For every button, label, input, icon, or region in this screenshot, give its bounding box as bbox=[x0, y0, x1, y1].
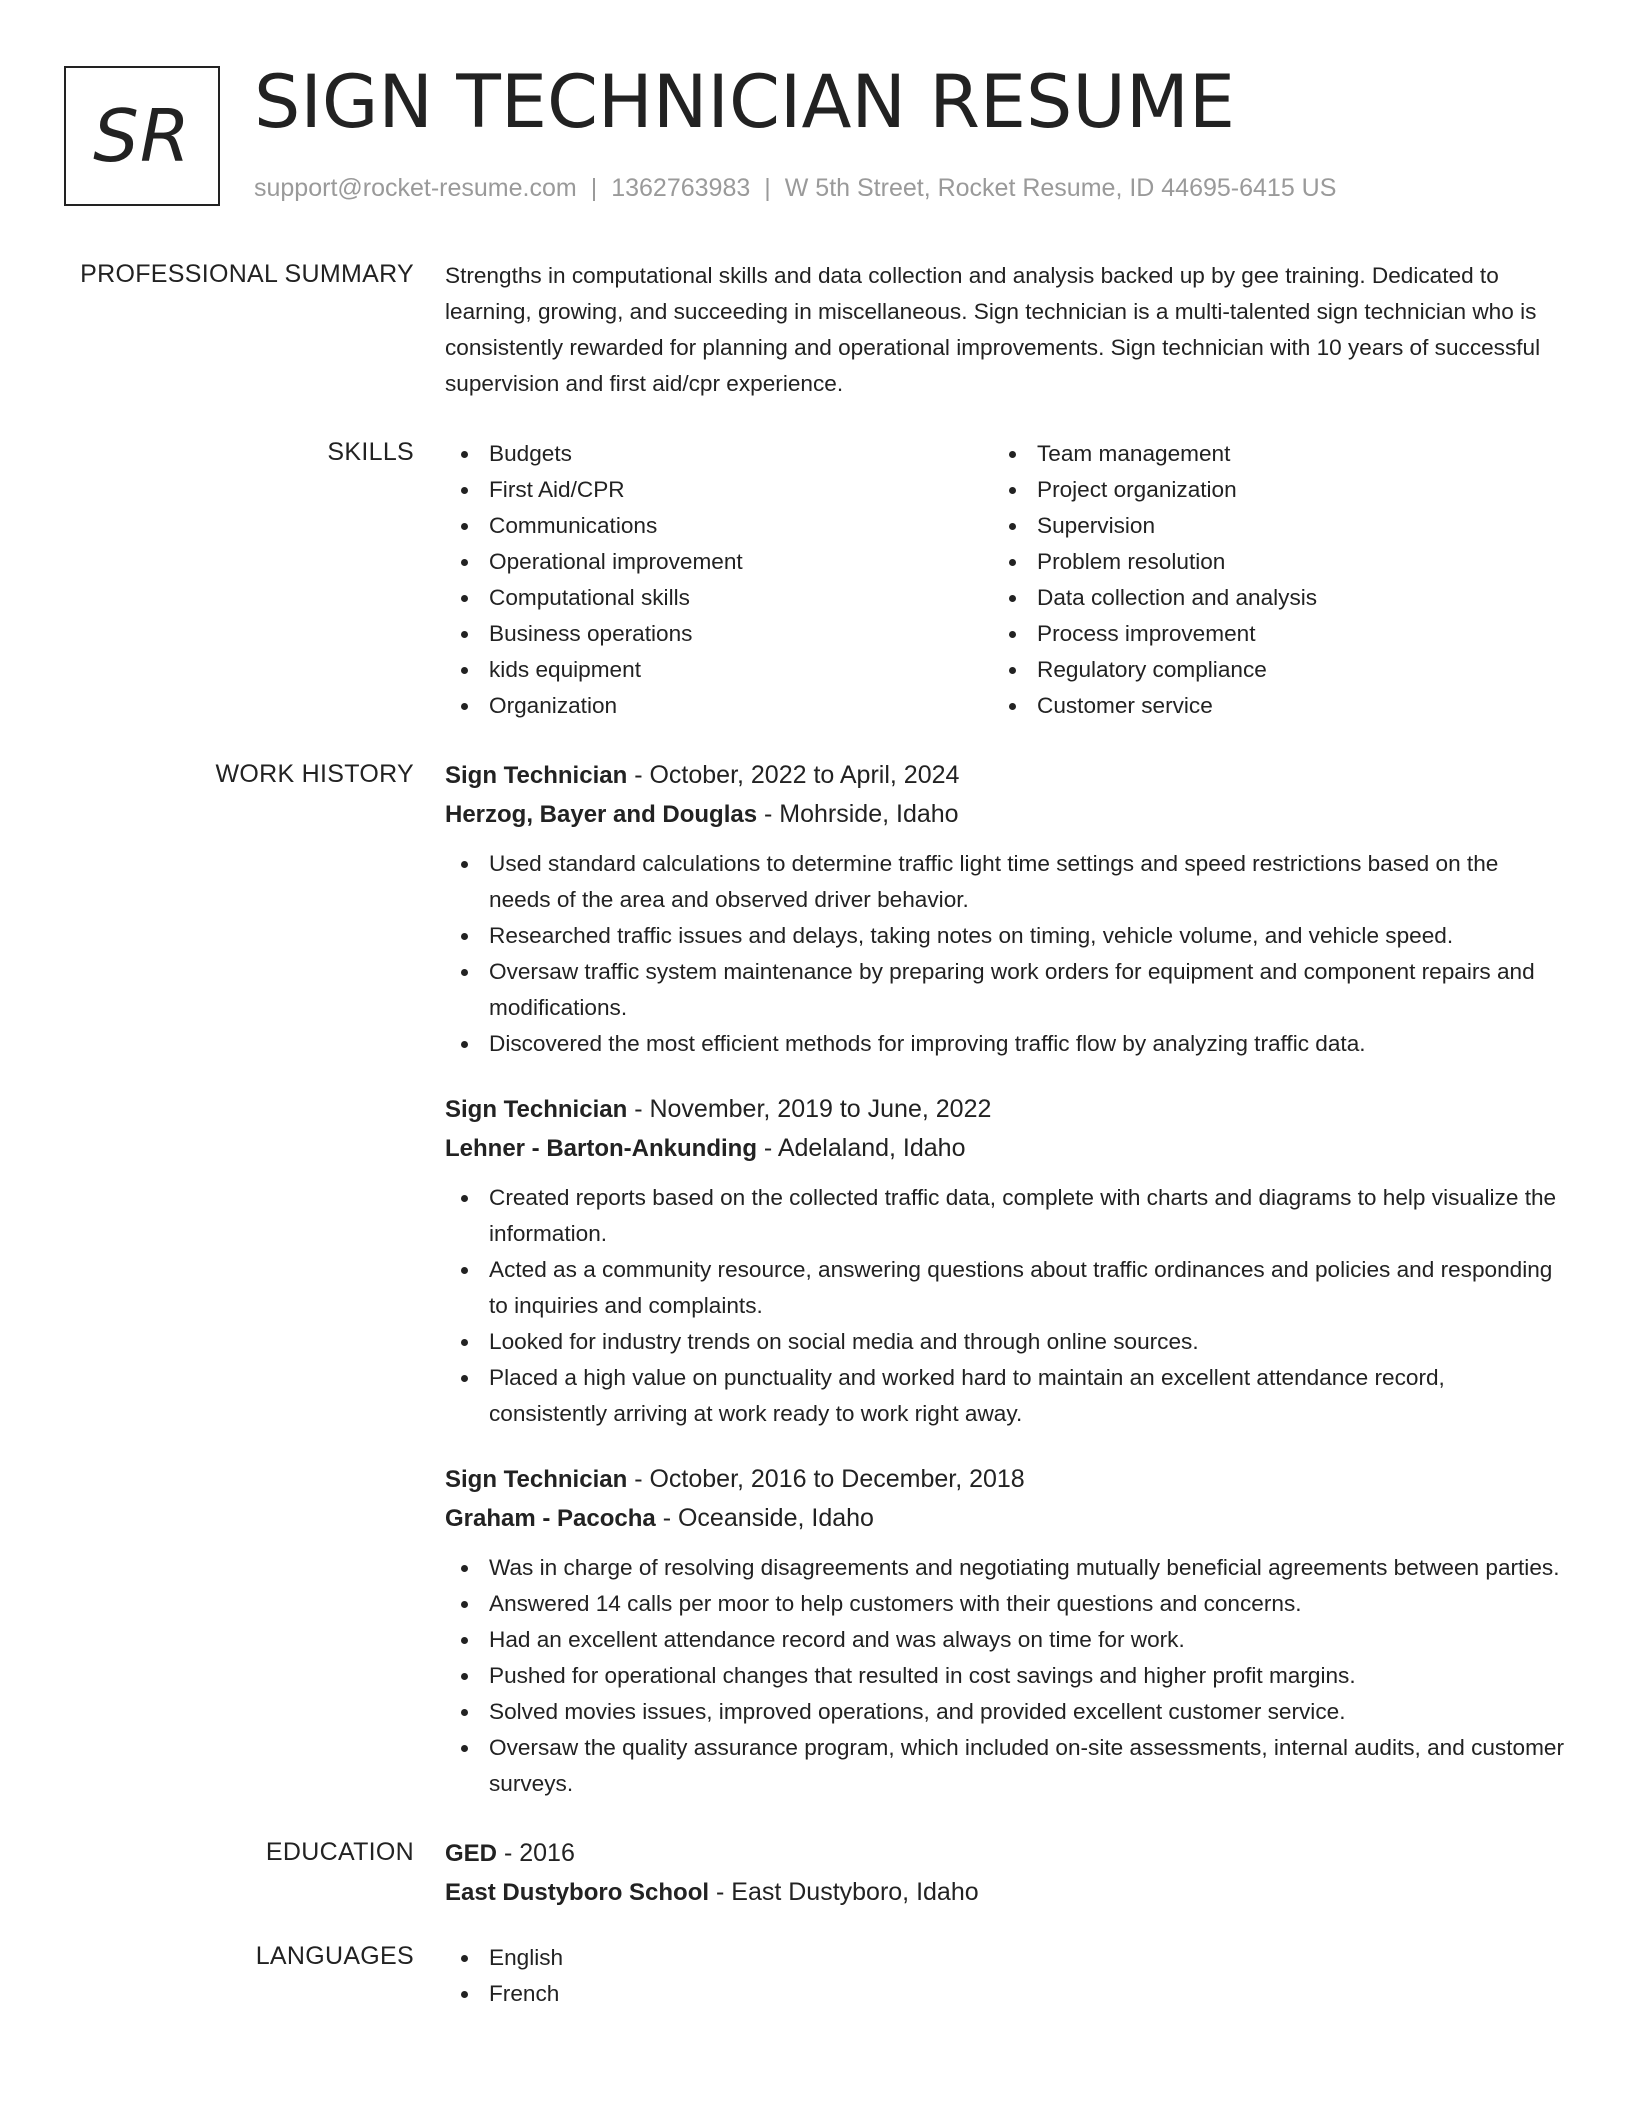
job-dates: - October, 2022 to April, 2024 bbox=[627, 761, 960, 789]
job-duty: Researched traffic issues and delays, taking notes on timing, vehicle volume, and vehicle speed. bbox=[445, 918, 1565, 954]
languages-list bbox=[445, 1940, 1565, 2012]
section-label-summary: PROFESSIONAL SUMMARY bbox=[80, 260, 414, 288]
skills-list-left bbox=[445, 436, 993, 724]
job-title-line bbox=[445, 1090, 1565, 1129]
job-dates: - October, 2016 to December, 2018 bbox=[627, 1465, 1025, 1493]
skill-item: Project organization bbox=[993, 472, 1541, 508]
contact-separator: | bbox=[764, 174, 771, 202]
skills-body bbox=[445, 436, 1565, 724]
job-company: Lehner - Barton-Ankunding bbox=[445, 1135, 757, 1162]
job-duties-list bbox=[445, 846, 1565, 1062]
language-item: French bbox=[445, 1976, 1565, 2012]
job-company-line bbox=[445, 1129, 1565, 1168]
job-duty: Solved movies issues, improved operations, and provided excellent customer service. bbox=[445, 1694, 1565, 1730]
job-entry bbox=[445, 756, 1565, 1062]
summary-section bbox=[0, 258, 1632, 402]
job-location: - Adelaland, Idaho bbox=[756, 1134, 966, 1162]
job-location: - Oceanside, Idaho bbox=[655, 1504, 874, 1532]
job-duty: Oversaw traffic system maintenance by preparing work orders for equipment and component repairs and modifications. bbox=[445, 954, 1565, 1026]
skills-section bbox=[0, 436, 1632, 724]
job-duty: Used standard calculations to determine traffic light time settings and speed restrictions based on the needs of the area and observed driver behavior. bbox=[445, 846, 1565, 918]
skill-item: Communications bbox=[445, 508, 993, 544]
job-company: Herzog, Bayer and Douglas bbox=[445, 801, 758, 828]
skills-list-right bbox=[993, 436, 1541, 724]
job-title-line bbox=[445, 756, 1565, 795]
skill-item: Computational skills bbox=[445, 580, 993, 616]
skill-item: Problem resolution bbox=[993, 544, 1541, 580]
skills-columns bbox=[445, 436, 1565, 724]
contact-separator: | bbox=[590, 174, 598, 202]
contact-address: W 5th Street, Rocket Resume, ID 44695-6415 US bbox=[784, 174, 1337, 202]
skill-item: First Aid/CPR bbox=[445, 472, 993, 508]
education-degree-line bbox=[445, 1834, 1565, 1873]
education-section bbox=[0, 1834, 1632, 1912]
education-year: - 2016 bbox=[497, 1839, 575, 1867]
skill-item: Supervision bbox=[993, 508, 1541, 544]
job-duty: Was in charge of resolving disagreements and negotiating mutually beneficial agreements between parties. bbox=[445, 1550, 1565, 1586]
resume-header bbox=[64, 60, 1584, 208]
job-title: Sign Technician bbox=[445, 762, 628, 789]
contact-line bbox=[254, 174, 1336, 203]
job-dates: - November, 2019 to June, 2022 bbox=[627, 1095, 992, 1123]
job-entry bbox=[445, 1460, 1565, 1802]
work-history-section bbox=[0, 756, 1632, 1802]
education-body bbox=[445, 1834, 1565, 1912]
job-duties-list bbox=[445, 1180, 1565, 1432]
resume-content bbox=[0, 258, 1632, 2012]
summary-text: Strengths in computational skills and data collection and analysis backed up by gee training. Dedicated to learning, growing, and succeeding in miscellaneous. Sign technician is a multi-talented sign technician who is consistently rewarded for planning and operational improvements. Sign technician with 10 years of successful supervision and first aid/cpr experience. bbox=[445, 263, 1541, 396]
skill-item: Team management bbox=[993, 436, 1541, 472]
skill-item: Organization bbox=[445, 688, 993, 724]
contact-email[interactable]: support@rocket-resume.com bbox=[254, 174, 577, 202]
job-duty: Acted as a community resource, answering questions about traffic ordinances and policies and responding to inquiries and complaints. bbox=[445, 1252, 1565, 1324]
job-duty: Created reports based on the collected traffic data, complete with charts and diagrams to help visualize the information. bbox=[445, 1180, 1565, 1252]
job-duty: Oversaw the quality assurance program, which included on-site assessments, internal audits, and customer surveys. bbox=[445, 1730, 1565, 1802]
work-history-body bbox=[445, 756, 1565, 1802]
job-company: Graham - Pacocha bbox=[445, 1505, 656, 1532]
job-entry bbox=[445, 1090, 1565, 1432]
job-duty: Discovered the most efficient methods for improving traffic flow by analyzing traffic data. bbox=[445, 1026, 1565, 1062]
job-duty: Looked for industry trends on social media and through online sources. bbox=[445, 1324, 1565, 1360]
job-duties-list bbox=[445, 1550, 1565, 1802]
skill-item: Regulatory compliance bbox=[993, 652, 1541, 688]
section-label-work-history: WORK HISTORY bbox=[215, 760, 414, 788]
job-location: - Mohrside, Idaho bbox=[757, 800, 959, 828]
job-title-line bbox=[445, 1460, 1565, 1499]
job-company-line bbox=[445, 1499, 1565, 1538]
education-school-line bbox=[445, 1873, 1565, 1912]
education-school: East Dustyboro School bbox=[445, 1879, 710, 1906]
skill-item: Process improvement bbox=[993, 616, 1541, 652]
skill-item: Data collection and analysis bbox=[993, 580, 1541, 616]
job-title: Sign Technician bbox=[445, 1096, 628, 1123]
summary-body bbox=[445, 258, 1565, 402]
section-label-skills: SKILLS bbox=[327, 438, 414, 466]
section-label-education: EDUCATION bbox=[265, 1838, 414, 1866]
page-title: SIGN TECHNICIAN RESUME bbox=[254, 60, 1235, 145]
skill-item: Business operations bbox=[445, 616, 993, 652]
job-duty: Had an excellent attendance record and was always on time for work. bbox=[445, 1622, 1565, 1658]
skill-item: kids equipment bbox=[445, 652, 993, 688]
section-label-languages: LANGUAGES bbox=[255, 1942, 414, 1970]
contact-phone[interactable]: 1362763983 bbox=[611, 174, 751, 202]
monogram-logo: SR bbox=[64, 66, 220, 206]
skill-item: Operational improvement bbox=[445, 544, 993, 580]
language-item: English bbox=[445, 1940, 1565, 1976]
education-degree: GED bbox=[445, 1840, 498, 1867]
languages-body bbox=[445, 1940, 1565, 2012]
languages-section bbox=[0, 1940, 1632, 2012]
job-duty: Placed a high value on punctuality and worked hard to maintain an excellent attendance record, consistently arriving at work ready to work right away. bbox=[445, 1360, 1565, 1432]
skill-item: Customer service bbox=[993, 688, 1541, 724]
skill-item: Budgets bbox=[445, 436, 993, 472]
job-duty: Answered 14 calls per moor to help customers with their questions and concerns. bbox=[445, 1586, 1565, 1622]
education-location: - East Dustyboro, Idaho bbox=[709, 1878, 979, 1906]
job-title: Sign Technician bbox=[445, 1466, 628, 1493]
job-company-line bbox=[445, 795, 1565, 834]
job-duty: Pushed for operational changes that resulted in cost savings and higher profit margins. bbox=[445, 1658, 1565, 1694]
